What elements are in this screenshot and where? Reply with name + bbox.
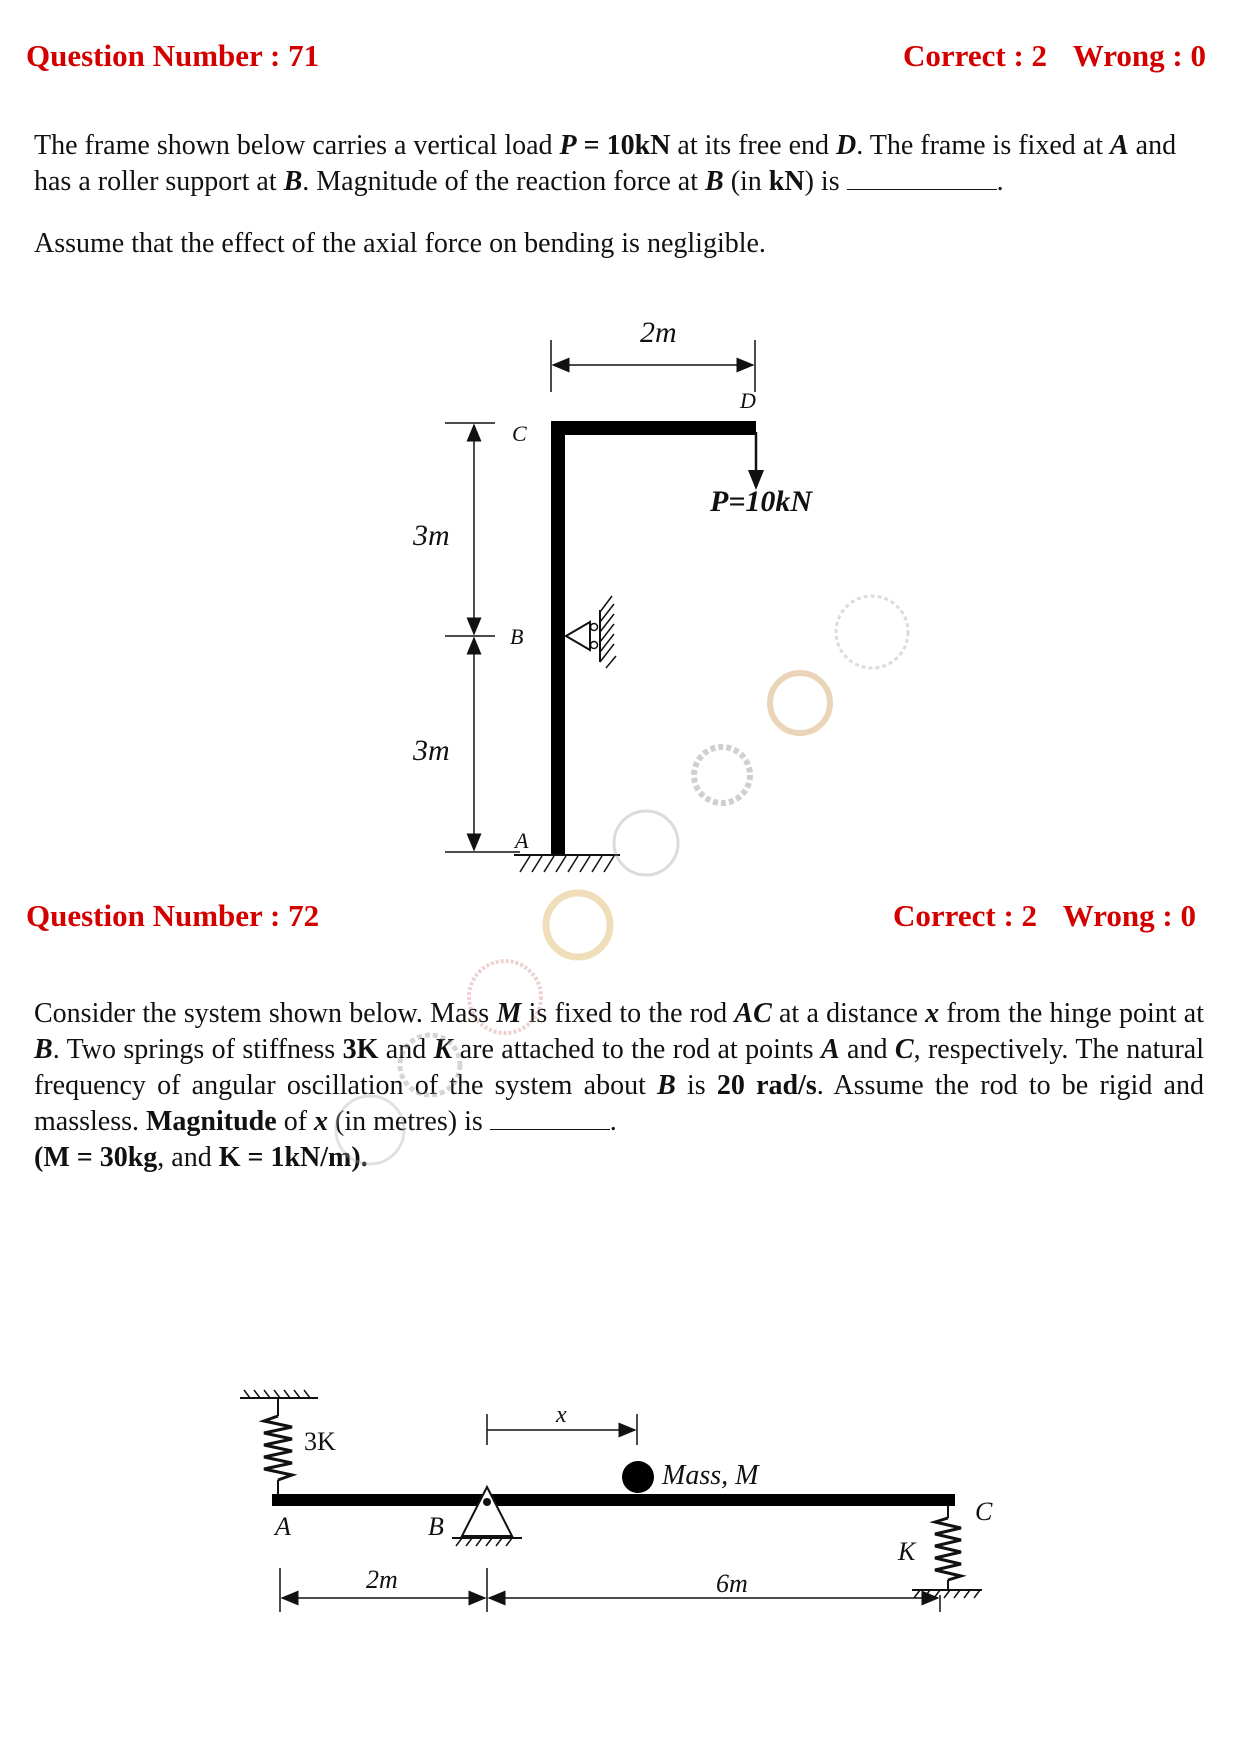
q72-var: A (820, 1034, 840, 1065)
seal-icon (469, 961, 541, 1033)
fixed-support-a (514, 855, 620, 872)
q72-text-seg: is (675, 1070, 717, 1101)
spring-3k (264, 1398, 292, 1494)
q72-k-value: K = 1kN/m (218, 1142, 352, 1173)
q71-frame-figure (412, 316, 813, 872)
question-71-correct: Correct : 2 (903, 38, 1048, 73)
q72-var: K (433, 1034, 453, 1065)
q72-text-seg: Consider the system shown below. Mass (34, 998, 497, 1029)
question-71-assumption: Assume that the effect of the axial force on bending is negligible. (34, 228, 766, 259)
dim-label-top: 2m (640, 316, 677, 349)
label-a: A (275, 1512, 291, 1541)
right-ground-support (912, 1590, 982, 1598)
dim-label-6m: 6m (716, 1569, 748, 1598)
mass-label: Mass, M (662, 1460, 759, 1491)
q72-text-seg: (in metres) is (328, 1106, 490, 1137)
q72-var: M (496, 998, 522, 1029)
q71-unit: kN (768, 166, 805, 197)
label-a: A (515, 828, 529, 853)
seal-icon (546, 893, 610, 957)
q72-text-seg: and (378, 1034, 434, 1065)
q71-var-a: A (1109, 130, 1129, 161)
dim-label-2m: 2m (366, 1565, 398, 1594)
question-72-title: Question Number : 72 (26, 898, 320, 933)
q72-beam-figure (240, 1390, 993, 1612)
q71-text-seg: ) is (804, 166, 847, 197)
q71-text-seg: . (996, 166, 1004, 197)
q72-var: C (894, 1034, 914, 1065)
q71-text-seg: (in (723, 166, 769, 197)
q72-text-seg: at a distance (771, 998, 926, 1029)
dim-label-x: x (556, 1402, 567, 1428)
q71-load-value: 10kN (606, 130, 671, 161)
q72-var: x (314, 1106, 329, 1137)
q72-var: 3K (342, 1034, 379, 1065)
seal-icon (614, 811, 678, 875)
q72-var: B (657, 1070, 676, 1101)
seal-icon (336, 1096, 404, 1164)
q71-text-seg: . Magnitude of the reaction force at (302, 166, 705, 197)
spring-3k-label: 3K (304, 1427, 336, 1456)
dim-label-lower: 3m (413, 734, 450, 767)
q71-text-seg: and has a roller support at (34, 130, 1177, 197)
load-label: P=10kN (710, 485, 813, 518)
q72-text-seg: of (276, 1106, 315, 1137)
q72-bold: Magnitude (146, 1106, 277, 1137)
q72-var: x (925, 998, 940, 1029)
q72-text-seg: , and (157, 1142, 219, 1173)
q71-var-d: D (836, 130, 857, 161)
q71-text-seg: The frame shown below carries a vertical load (34, 130, 560, 161)
left-ceiling-support (240, 1390, 318, 1398)
label-d: D (740, 388, 756, 413)
gear-seal-icon (400, 1035, 460, 1095)
q72-text-seg: are attached to the rod at points (452, 1034, 821, 1065)
q72-text-seg: and (839, 1034, 895, 1065)
q72-text-seg: ). (351, 1142, 368, 1173)
q72-text-seg: is fixed to the rod (521, 998, 735, 1029)
seal-icon (770, 673, 830, 733)
label-b: B (510, 624, 524, 649)
watermark-seals (336, 596, 908, 1164)
gear-seal-icon (694, 747, 750, 803)
q71-var-b: B (283, 166, 303, 197)
q72-text-seg: . Assume the rod to be rigid and massless. (34, 1070, 1204, 1137)
q72-var: AC (734, 998, 772, 1029)
q72-var: B (34, 1034, 53, 1065)
question-71-wrong: Wrong : 0 (1072, 38, 1206, 73)
q72-text-seg: , respectively. The natural frequency of angular oscillation of the system about (34, 1034, 1204, 1101)
q71-var-p: P (559, 130, 577, 161)
spring-k (935, 1506, 961, 1590)
question-72-correct: Correct : 2 (893, 898, 1038, 933)
q72-text-seg: from the hinge point at (939, 998, 1205, 1029)
q71-var-b: B (705, 166, 724, 197)
question-72-wrong: Wrong : 0 (1062, 898, 1196, 933)
label-c: C (512, 421, 527, 446)
q71-text-seg: . The frame is fixed at (856, 130, 1110, 161)
q71-eq: = (576, 130, 607, 161)
roller-support-b (566, 596, 616, 668)
spring-k-label: K (898, 1537, 916, 1566)
q71-text-seg: at its free end (670, 130, 837, 161)
seal-icon (836, 596, 908, 668)
q72-text-seg: . Two springs of stiffness (52, 1034, 343, 1065)
q72-text-seg: . (609, 1106, 617, 1137)
mass-ball (622, 1461, 654, 1493)
label-c: C (975, 1497, 993, 1526)
q72-text-seg: ( (34, 1142, 44, 1173)
q72-mass-value: M = 30kg (43, 1142, 158, 1173)
q72-freq: 20 rad/s (716, 1070, 817, 1101)
label-b: B (428, 1512, 444, 1541)
question-71-title: Question Number : 71 (26, 38, 320, 73)
dim-label-upper: 3m (413, 519, 450, 552)
